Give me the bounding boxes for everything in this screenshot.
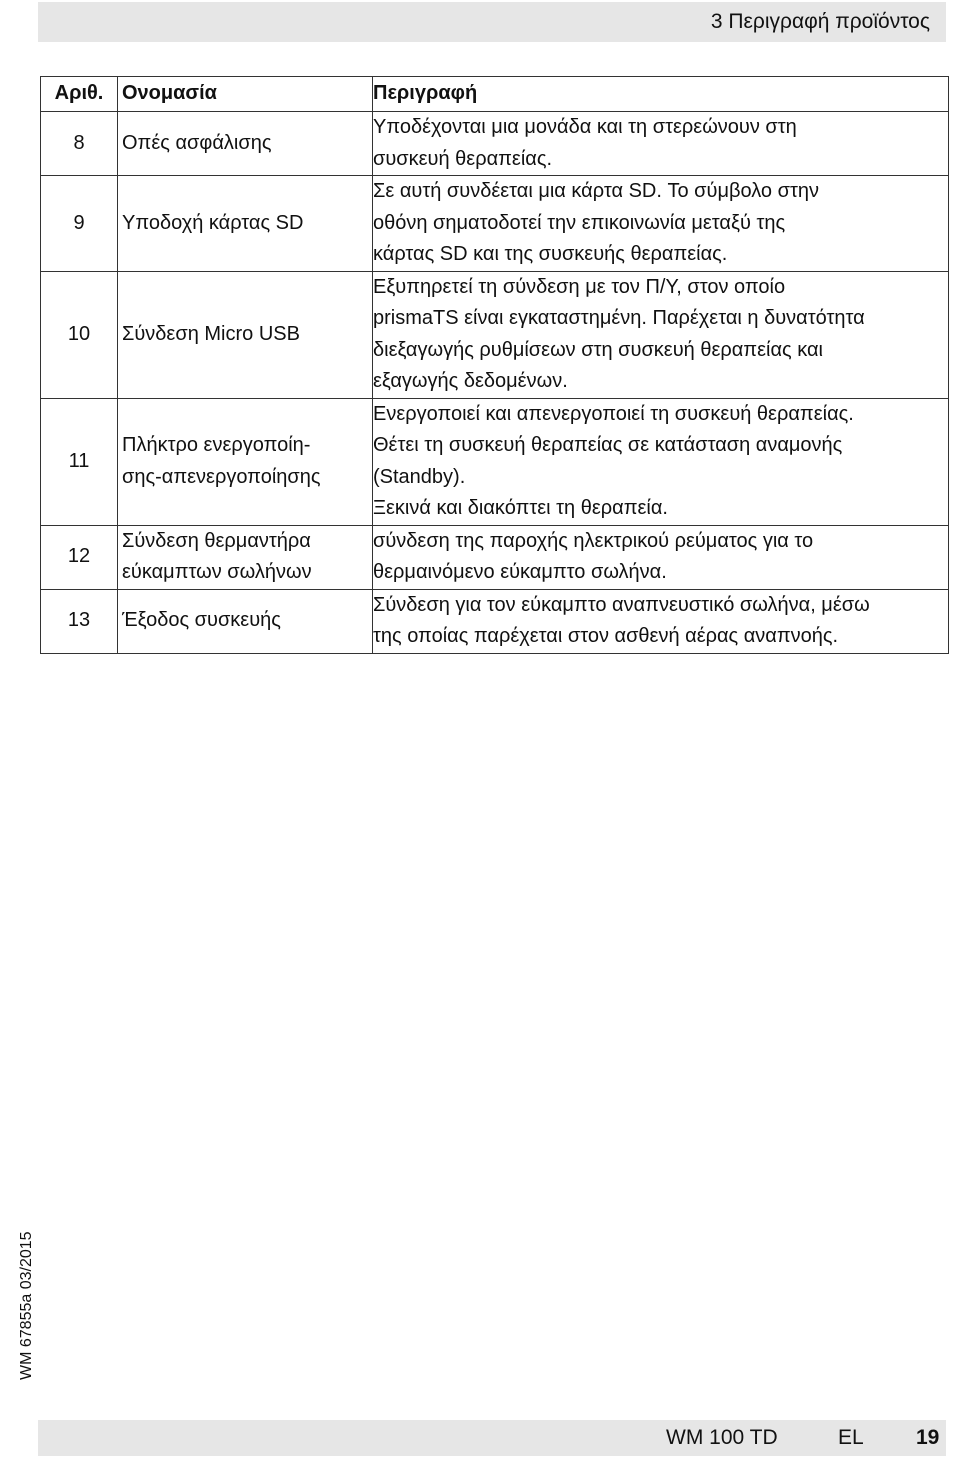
row-name xyxy=(118,398,373,525)
description-line: συσκευή θεραπείας. xyxy=(373,147,553,170)
description-line: Ενεργοποιεί και απενεργοποιεί τη συσκευή θεραπείας. xyxy=(373,402,854,425)
header-name: Ονομασία xyxy=(118,77,373,112)
description-line: της οποίας παρέχεται στον ασθενή αέρας αναπνοής. xyxy=(373,625,839,647)
table-row xyxy=(41,398,949,525)
row-name xyxy=(118,589,373,653)
description-line: Υποδέχονται μια μονάδα και τη στερεώνουν στη xyxy=(373,116,797,138)
name-line: Έξοδος συσκευής xyxy=(122,609,281,632)
description-line: prismaTS είναι εγκαταστημένη. Παρέχεται η δυνατότητα xyxy=(373,307,865,329)
page-footer xyxy=(38,1420,946,1456)
name-line: Πλήκτρο ενεργοποίη- xyxy=(122,434,311,456)
row-name xyxy=(118,525,373,589)
row-number: 11 xyxy=(41,398,118,525)
description-line: Θέτει τη συσκευή θεραπείας σε κατάσταση αναμονής xyxy=(373,434,843,456)
row-description xyxy=(373,398,949,525)
header-desc: Περιγραφή xyxy=(373,77,949,112)
row-description xyxy=(373,271,949,398)
row-description xyxy=(373,589,949,653)
name-line: Οπές ασφάλισης xyxy=(122,131,272,154)
row-number: 9 xyxy=(41,176,118,272)
table-row xyxy=(41,176,949,272)
description-line: θερμαινόμενο εύκαμπτο σωλήνα. xyxy=(373,561,667,583)
description-line: εξαγωγής δεδομένων. xyxy=(373,370,568,392)
page-header xyxy=(38,2,946,42)
description-line: κάρτας SD και της συσκευής θεραπείας. xyxy=(373,243,728,265)
table-header-row xyxy=(41,77,949,112)
table-row xyxy=(41,271,949,398)
table-row xyxy=(41,525,949,589)
footer-language: EL xyxy=(838,1426,864,1449)
description-line: Σύνδεση για τον εύκαμπτο αναπνευστικό σωλήνα, μέσω xyxy=(373,593,870,616)
header-num: Αριθ. xyxy=(41,77,118,112)
table-row xyxy=(41,589,949,653)
row-number: 8 xyxy=(41,112,118,176)
table-row xyxy=(41,112,949,176)
footer-doc-code: WM 100 TD xyxy=(666,1426,778,1449)
name-line: εύκαμπτων σωλήνων xyxy=(122,561,312,583)
row-name xyxy=(118,112,373,176)
document-code: WM 67855a 03/2015 xyxy=(18,1231,35,1380)
page-number: 19 xyxy=(916,1426,940,1449)
row-name xyxy=(118,271,373,398)
description-line: Εξυπηρετεί τη σύνδεση με τον Π/Υ, στον οποίο xyxy=(373,275,786,298)
row-name xyxy=(118,176,373,272)
name-line: Υποδοχή κάρτας SD xyxy=(122,211,304,234)
row-description xyxy=(373,112,949,176)
description-line: οθόνη σηματοδοτεί την επικοινωνία μεταξύ της xyxy=(373,211,786,234)
row-number: 12 xyxy=(41,525,118,589)
section-title: 3 Περιγραφή προϊόντος xyxy=(710,10,930,33)
name-line: σης-απενεργοποίησης xyxy=(122,465,321,488)
description-line: Ξεκινά και διακόπτει τη θεραπεία. xyxy=(373,497,668,519)
name-line: Σύνδεση θερμαντήρα xyxy=(122,529,311,552)
description-line: Σε αυτή συνδέεται μια κάρτα SD. Το σύμβολο στην xyxy=(373,180,819,202)
description-line: (Standby). xyxy=(373,465,466,488)
description-line: σύνδεση της παροχής ηλεκτρικού ρεύματος για το xyxy=(373,529,814,552)
row-description xyxy=(373,176,949,272)
row-number: 13 xyxy=(41,589,118,653)
row-number: 10 xyxy=(41,271,118,398)
name-line: Σύνδεση Micro USB xyxy=(122,322,300,345)
parts-table xyxy=(40,76,949,654)
description-line: διεξαγωγής ρυθμίσεων στη συσκευή θεραπείας και xyxy=(373,338,823,361)
row-description xyxy=(373,525,949,589)
